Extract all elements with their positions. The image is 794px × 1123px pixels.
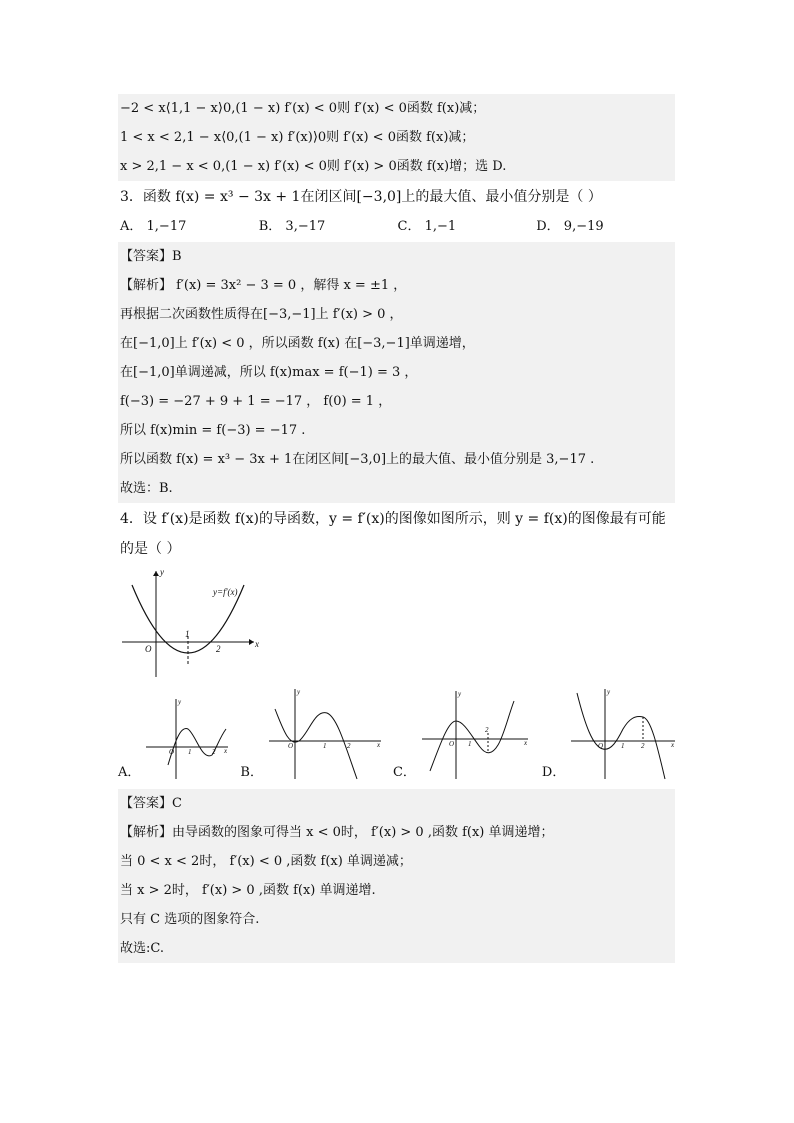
q3-options — [118, 211, 675, 242]
d-curve — [577, 693, 665, 779]
b-tick-1: 1 — [322, 742, 327, 750]
q3-analysis-5: f(−3) = −27 + 9 + 1 = −17 ， f(0) = 1 ， — [118, 387, 675, 416]
x-label: x — [255, 639, 259, 649]
page-content — [118, 94, 675, 963]
a-origin-label: O — [169, 748, 175, 756]
q3-option-b: B． 3,−17 — [258, 219, 326, 234]
q3-option-a: A． 1,−17 — [120, 219, 187, 234]
q3-analysis-6: 所以 f(x)min = f(−3) = −17 . — [118, 416, 675, 445]
q4-stem-line-1: 4．设 f′(x)是函数 f(x)的导函数，y = f′(x)的图像如图所示，则 y = f(x)的图像最有可能 — [120, 511, 666, 527]
d-tick-2: 2 — [641, 742, 645, 750]
q3-option-c: C． 1,−1 — [397, 219, 457, 234]
q4-choice-d-label: D． — [541, 765, 566, 780]
c-curve — [430, 701, 514, 771]
a-tick-1: 1 — [188, 748, 192, 756]
origin-label: O — [145, 644, 152, 654]
b-y-label: y — [296, 688, 301, 696]
a-tick-2: 2 — [212, 748, 216, 756]
c-tick-1: 1 — [467, 740, 472, 748]
q4-choice-d-graph — [569, 685, 679, 781]
b-tick-2: 2 — [346, 742, 351, 750]
d-x-label: x — [671, 741, 675, 749]
prev-solution-line-2: 1 < x < 2,1 − x⟨0,(1 − x) f′(x)⟩0则 f′(x) < 0函数 f(x)减； — [118, 123, 675, 152]
c-origin-label: O — [448, 740, 454, 748]
q4-analysis-4: 只有 C 选项的图象符合. — [118, 905, 675, 934]
derivative-graph — [118, 563, 268, 681]
q3-analysis-7: 所以函数 f(x) = x³ − 3x + 1在闭区间[−3,0]上的最大值、最小值分别是 3,−17 . — [118, 445, 675, 474]
q3-analysis-4: 在[−1,0]单调递减，所以 f(x)max = f(−1) = 3 ， — [118, 358, 675, 387]
q3-analysis-8: 故选：B. — [118, 474, 675, 503]
q4-choice-c-graph — [420, 687, 532, 781]
q3-analysis-1: 【解析】 f′(x) = 3x² − 3 = 0 ，解得 x = ±1 ， — [118, 271, 675, 300]
q4-choice-b-label: B． — [240, 765, 263, 780]
q4-analysis-5: 故选:C. — [118, 934, 675, 963]
d-tick-1: 1 — [621, 742, 625, 750]
b-origin-label: O — [287, 742, 294, 750]
x-arrow-icon — [249, 639, 254, 645]
q3-stem: 3．函数 f(x) = x³ − 3x + 1在闭区间[−3,0]上的最大值、最小值分别是（ ） — [120, 189, 602, 205]
d-origin-label: O — [598, 742, 604, 750]
q4-choice-a-graph — [144, 695, 232, 781]
q4-answer: 【答案】C — [118, 789, 675, 818]
q4-choice-a — [118, 695, 232, 781]
curve-label: y=f′(x) — [213, 587, 238, 597]
prev-solution-line-1: −2 < x⟨1,1 − x⟩0,(1 − x) f′(x) < 0则 f′(x) < 0函数 f(x)减； — [118, 94, 675, 123]
c-y-label: y — [457, 690, 462, 698]
tick-2-label: 2 — [216, 644, 221, 654]
c-x-label: x — [523, 739, 528, 747]
q4-choice-b — [240, 685, 385, 781]
q4-choice-b-graph — [267, 685, 385, 781]
q4-choice-c-label: C． — [392, 765, 416, 780]
q3-answer: 【答案】B — [118, 242, 675, 271]
a-x-label: x — [224, 747, 228, 755]
q3-option-d: D． 9,−19 — [536, 219, 604, 234]
q4-stem-line-2: 的是（ ） — [120, 541, 181, 557]
tick-1-label: 1 — [185, 629, 190, 639]
d-y-label: y — [607, 688, 611, 696]
q3-analysis-2: 再根据二次函数性质得在[−3,−1]上 f′(x) > 0 ， — [118, 300, 675, 329]
a-y-label: y — [178, 698, 182, 706]
q4-analysis-2: 当 0 < x < 2时， f′(x) < 0 ,函数 f(x) 单调递减； — [118, 847, 675, 876]
q4-choice-c — [393, 687, 532, 781]
y-arrow-icon — [153, 571, 159, 576]
c-tick-2: 2 — [484, 726, 489, 734]
y-label: y — [160, 567, 164, 577]
q4-analysis-3: 当 x > 2时， f′(x) > 0 ,函数 f(x) 单调递增. — [118, 876, 675, 905]
q4-choice-a-label: A． — [118, 765, 141, 780]
q4-analysis-1: 【解析】由导函数的图象可得当 x < 0时， f′(x) > 0 ,函数 f(x) 单调递增； — [118, 818, 675, 847]
q4-choices — [118, 685, 675, 781]
q3-analysis-3: 在[−1,0]上 f′(x) < 0 ，所以函数 f(x) 在[−3,−1]单调递增， — [118, 329, 675, 358]
q4-choice-d — [542, 685, 679, 781]
b-x-label: x — [376, 741, 381, 749]
prev-solution-line-3: x > 2,1 − x < 0,(1 − x) f′(x) < 0则 f′(x) > 0函数 f(x)增；选 D. — [118, 152, 675, 181]
